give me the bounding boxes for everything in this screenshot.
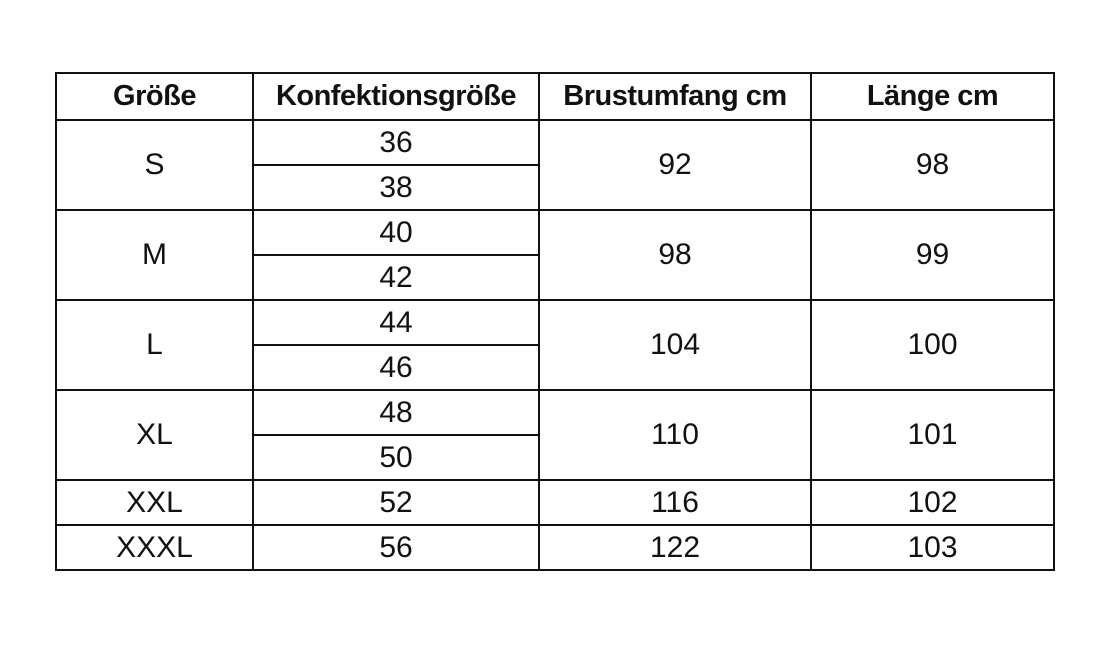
konfektion-cell: 56 xyxy=(253,525,539,570)
table-row xyxy=(56,525,1054,570)
konfektion-cell: 44 xyxy=(253,300,539,345)
konfektion-cell: 36 xyxy=(253,120,539,165)
table-row xyxy=(56,210,1054,255)
table-row xyxy=(56,480,1054,525)
table-row xyxy=(56,120,1054,165)
laenge-cell: 102 xyxy=(811,480,1054,525)
header-row xyxy=(56,73,1054,120)
konfektion-cell: 38 xyxy=(253,165,539,210)
brustumfang-cell: 110 xyxy=(539,390,811,480)
brustumfang-cell: 104 xyxy=(539,300,811,390)
laenge-cell: 103 xyxy=(811,525,1054,570)
size-cell: M xyxy=(56,210,253,300)
size-chart-table xyxy=(55,72,1055,571)
header-laenge: Länge cm xyxy=(811,73,1054,120)
table-row xyxy=(56,300,1054,345)
header-groesse: Größe xyxy=(56,73,253,120)
header-konfektionsgroesse: Konfektionsgröße xyxy=(253,73,539,120)
laenge-cell: 99 xyxy=(811,210,1054,300)
brustumfang-cell: 122 xyxy=(539,525,811,570)
konfektion-cell: 40 xyxy=(253,210,539,255)
brustumfang-cell: 92 xyxy=(539,120,811,210)
laenge-cell: 98 xyxy=(811,120,1054,210)
konfektion-cell: 52 xyxy=(253,480,539,525)
size-cell: XXL xyxy=(56,480,253,525)
laenge-cell: 100 xyxy=(811,300,1054,390)
size-cell: XL xyxy=(56,390,253,480)
brustumfang-cell: 98 xyxy=(539,210,811,300)
size-cell: S xyxy=(56,120,253,210)
size-cell: L xyxy=(56,300,253,390)
konfektion-cell: 46 xyxy=(253,345,539,390)
laenge-cell: 101 xyxy=(811,390,1054,480)
table-row xyxy=(56,390,1054,435)
konfektion-cell: 50 xyxy=(253,435,539,480)
konfektion-cell: 48 xyxy=(253,390,539,435)
brustumfang-cell: 116 xyxy=(539,480,811,525)
size-cell: XXXL xyxy=(56,525,253,570)
konfektion-cell: 42 xyxy=(253,255,539,300)
header-brustumfang: Brustumfang cm xyxy=(539,73,811,120)
